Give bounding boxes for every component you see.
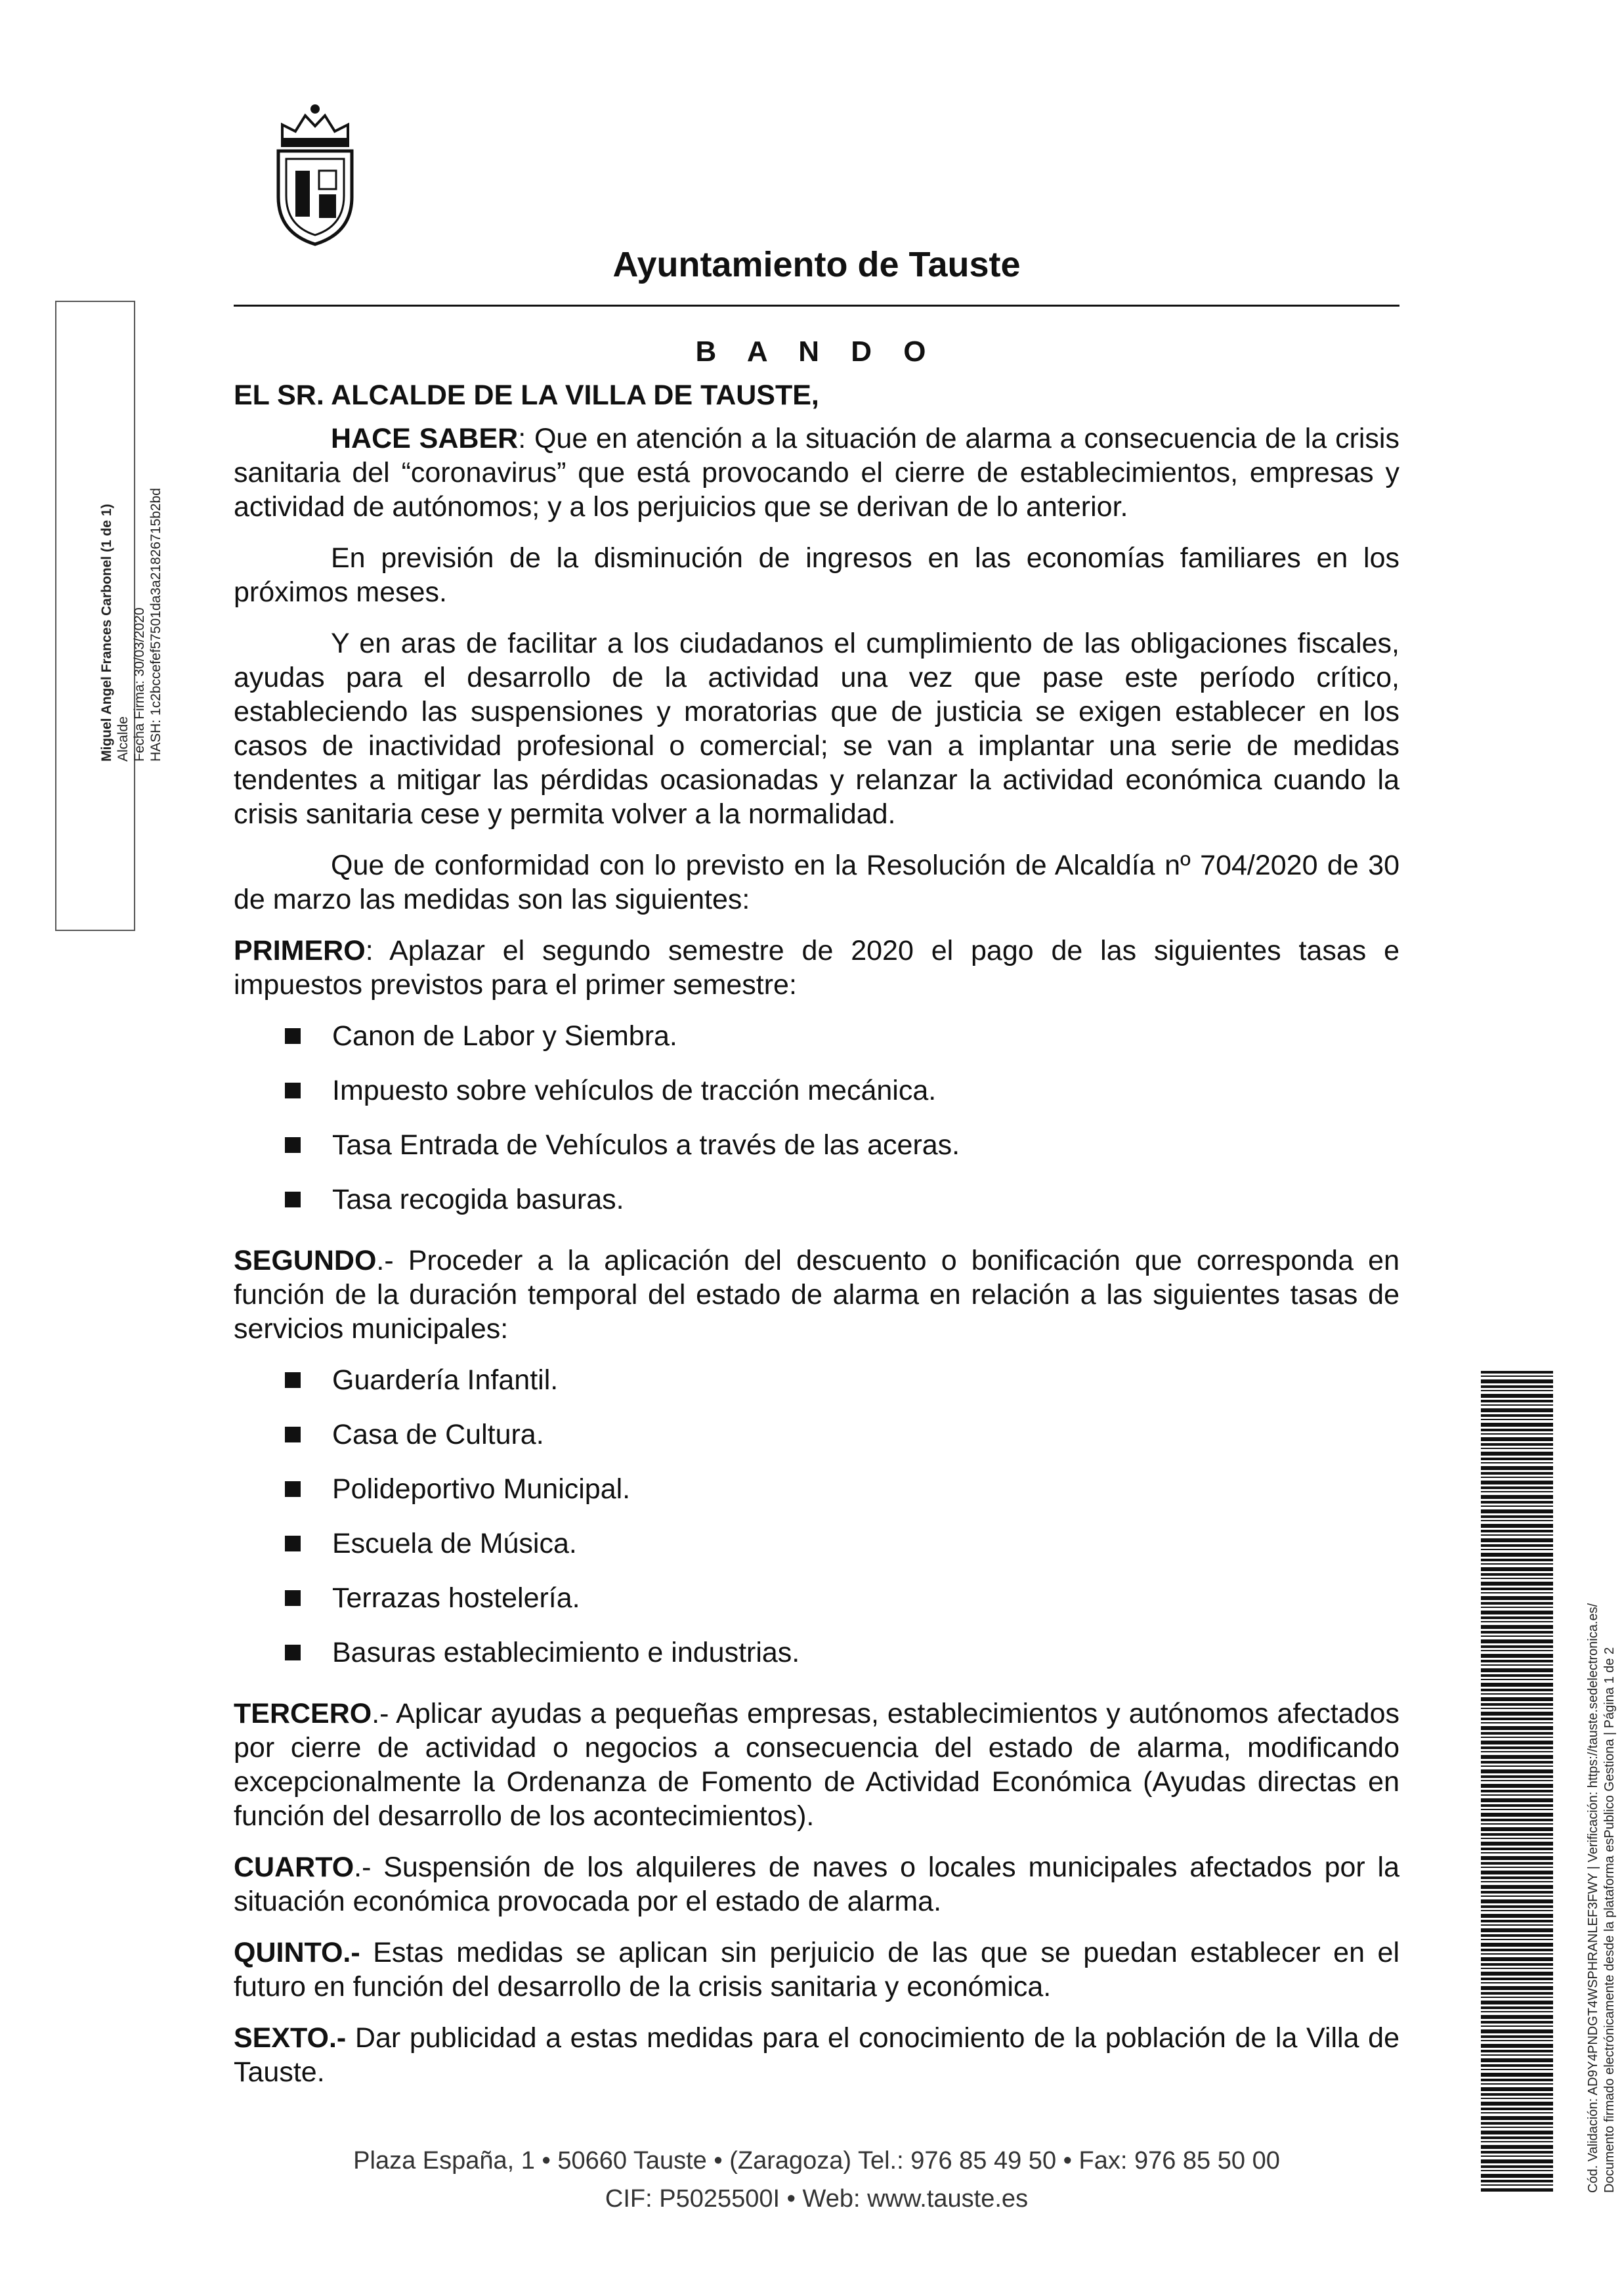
list-item-text: Tasa recogida basuras. bbox=[332, 1184, 624, 1215]
list-item bbox=[234, 1363, 1399, 1418]
sexto-paragraph bbox=[234, 2021, 1399, 2089]
coat-of-arms-icon bbox=[269, 98, 361, 249]
bullet-square-icon bbox=[285, 1192, 301, 1207]
paragraph-2: En previsión de la disminución de ingresos en las economías familiares en los próximos meses. bbox=[234, 542, 1399, 608]
list-item-text: Impuesto sobre vehículos de tracción mecánica. bbox=[332, 1075, 937, 1106]
quinto-paragraph bbox=[234, 1936, 1399, 2004]
primero-label: PRIMERO bbox=[234, 935, 366, 966]
bullet-square-icon bbox=[285, 1372, 301, 1388]
list-item bbox=[234, 1472, 1399, 1527]
validation-block bbox=[1585, 1603, 1618, 2193]
list-item bbox=[234, 1019, 1399, 1073]
list-item-text: Tasa Entrada de Vehículos a través de las aceras. bbox=[332, 1129, 960, 1161]
footer bbox=[234, 2142, 1399, 2218]
list-item-text: Canon de Labor y Siembra. bbox=[332, 1020, 677, 1052]
signature-hash: HASH: 1c2bccefef57501da3a21826715b2bd bbox=[148, 488, 163, 762]
primero-paragraph bbox=[234, 934, 1399, 1002]
list-item-text: Basuras establecimiento e industrias. bbox=[332, 1637, 800, 1668]
sexto-label: SEXTO.- bbox=[234, 2022, 347, 2054]
bullet-square-icon bbox=[285, 1481, 301, 1497]
bullet-square-icon bbox=[285, 1645, 301, 1660]
intro-text: : Que en atención a la situación de alarma a consecuencia de la crisis sanitaria del “coronavirus” que está provocando el cierre de establecimientos, empresas y actividad de autónomos; y a los perjuicios que se derivan de lo anterior. bbox=[234, 423, 1399, 523]
cuarto-paragraph bbox=[234, 1850, 1399, 1918]
validation-code: Cód. Validación: AD9Y4PNDGT4WSPHRANLEF3FWY | Verificación: https://tauste.sedelectronica.es/ bbox=[1586, 1603, 1600, 2193]
intro-label: HACE SABER bbox=[331, 423, 519, 454]
intro-paragraph bbox=[234, 422, 1399, 524]
list-item-text: Guardería Infantil. bbox=[332, 1364, 559, 1396]
barcode-icon bbox=[1481, 1371, 1553, 2192]
validation-platform: Documento firmado electrónicamente desde la plataforma esPublico Gestiona | Página 1 de 2 bbox=[1602, 1647, 1617, 2193]
organization-title: Ayuntamiento de Tauste bbox=[612, 245, 1021, 284]
header-divider bbox=[234, 305, 1399, 307]
primero-text: : Aplazar el segundo semestre de 2020 el pago de las siguientes tasas e impuestos previstos para el primer semestre: bbox=[234, 935, 1399, 1001]
cuarto-label: CUARTO bbox=[234, 1852, 354, 1883]
signature-date: Fecha Firma: 30/03/2020 bbox=[132, 607, 147, 762]
list-item bbox=[234, 1581, 1399, 1635]
bullet-square-icon bbox=[285, 1083, 301, 1098]
list-item-text: Terrazas hostelería. bbox=[332, 1582, 580, 1614]
paragraph-4: Que de conformidad con lo previsto en la Resolución de Alcaldía nº 704/2020 de 30 de marzo las medidas son las siguientes: bbox=[234, 850, 1399, 915]
primero-list bbox=[234, 1019, 1399, 1237]
addressee: EL SR. ALCALDE DE LA VILLA DE TAUSTE, bbox=[234, 379, 819, 411]
list-item bbox=[234, 1128, 1399, 1182]
signer-role: Alcalde bbox=[116, 716, 131, 762]
signer-name: Miguel Angel Frances Carbonel (1 de 1) bbox=[99, 504, 114, 762]
bullet-square-icon bbox=[285, 1137, 301, 1153]
footer-contact: CIF: P5025500I • Web: www.tauste.es bbox=[605, 2185, 1029, 2213]
list-item-text: Polideportivo Municipal. bbox=[332, 1473, 631, 1505]
segundo-paragraph bbox=[234, 1244, 1399, 1346]
paragraph-3: Y en aras de facilitar a los ciudadanos el cumplimiento de las obligaciones fiscales, ayudas para el desarrollo de la actividad una vez que pase este período crítico, estableciendo las suspensiones y moratorias que de justicia se exigen establecer en los casos de inactividad profesional o comercial; se van a implantar una serie de medidas tendentes a mitigar las pérdidas ocasionadas y relanzar la actividad económica cuando la crisis sanitaria cese y permita volver a la normalidad. bbox=[234, 628, 1399, 830]
list-item bbox=[234, 1418, 1399, 1472]
footer-address: Plaza España, 1 • 50660 Tauste • (Zaragoza) Tel.: 976 85 49 50 • Fax: 976 85 50 00 bbox=[353, 2147, 1280, 2175]
tercero-text: .- Aplicar ayudas a pequeñas empresas, establecimientos y autónomos afectados por cierre de actividad o negocios a consecuencia del estado de alarma, modificando excepcionalmente la Ordenanza de Fomento de Actividad Económica (Ayudas directas en función del desarrollo de los acontecimientos). bbox=[234, 1698, 1399, 1832]
list-item bbox=[234, 1073, 1399, 1128]
sexto-text: Dar publicidad a estas medidas para el conocimiento de la población de la Villa de Tauste. bbox=[234, 2022, 1399, 2088]
segundo-text: .- Proceder a la aplicación del descuento o bonificación que corresponda en función de la duración temporal del estado de alarma en relación a las siguientes tasas de servicios municipales: bbox=[234, 1245, 1399, 1345]
quinto-label: QUINTO.- bbox=[234, 1937, 360, 1968]
list-item bbox=[234, 1635, 1399, 1690]
tercero-paragraph bbox=[234, 1697, 1399, 1833]
segundo-list bbox=[234, 1363, 1399, 1690]
list-item-text: Casa de Cultura. bbox=[332, 1419, 544, 1450]
quinto-text: Estas medidas se aplican sin perjuicio de las que se puedan establecer en el futuro en función del desarrollo de la crisis sanitaria y económica. bbox=[234, 1937, 1399, 2003]
bullet-square-icon bbox=[285, 1427, 301, 1442]
bullet-square-icon bbox=[285, 1590, 301, 1606]
list-item-text: Escuela de Música. bbox=[332, 1528, 577, 1559]
segundo-label: SEGUNDO bbox=[234, 1245, 377, 1276]
tercero-label: TERCERO bbox=[234, 1698, 372, 1729]
document-body bbox=[234, 335, 1399, 2106]
list-item bbox=[234, 1182, 1399, 1237]
cuarto-text: .- Suspensión de los alquileres de naves o locales municipales afectados por la situación económica provocada por el estado de alarma. bbox=[234, 1852, 1399, 1917]
list-item bbox=[234, 1527, 1399, 1581]
bullet-square-icon bbox=[285, 1536, 301, 1551]
signature-block bbox=[98, 488, 164, 762]
document-title: B A N D O bbox=[695, 336, 938, 368]
bullet-square-icon bbox=[285, 1028, 301, 1044]
